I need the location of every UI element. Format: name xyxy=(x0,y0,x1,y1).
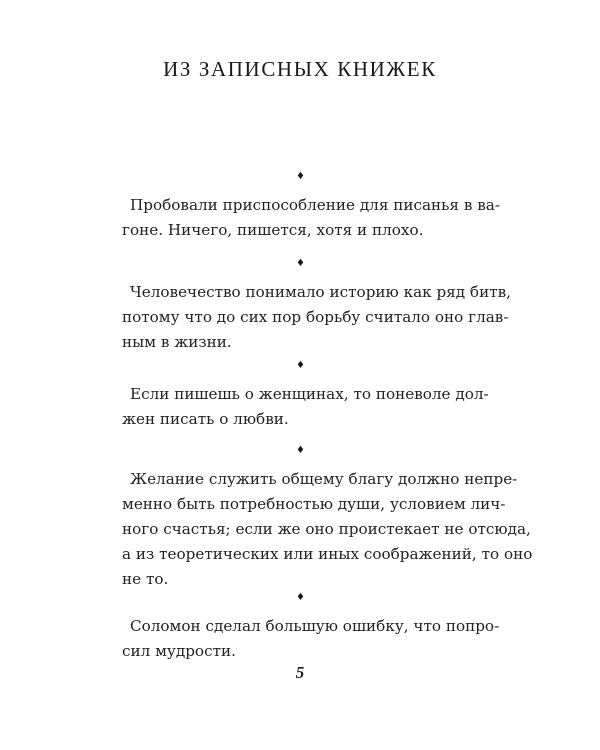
text-line: ного счастья; если же оно проистекает не отсюда, xyxy=(122,520,531,538)
text-line: гоне. Ничего, пишется, хотя и плохо. xyxy=(122,221,424,239)
note-entry xyxy=(122,171,500,243)
diamond-separator-icon: ♦ xyxy=(296,360,305,371)
note-text xyxy=(122,280,511,355)
text-line: потому что до сих пор борьбу считало оно глав- xyxy=(122,308,509,326)
text-line: Человечество понимало историю как ряд битв, xyxy=(130,283,511,301)
note-text xyxy=(122,614,500,664)
note-text xyxy=(122,193,500,243)
note-text xyxy=(122,382,489,432)
note-text xyxy=(122,467,533,592)
page-number: 5 xyxy=(295,663,305,682)
note-entry xyxy=(122,258,511,355)
text-line: Пробовали приспособление для писанья в ва- xyxy=(130,196,500,214)
text-line: Желание служить общему благу должно непре- xyxy=(130,470,518,488)
diamond-separator-icon: ♦ xyxy=(296,258,305,269)
diamond-separator-icon: ♦ xyxy=(296,445,305,456)
text-line: сил мудрости. xyxy=(122,642,236,660)
text-line: жен писать о любви. xyxy=(122,410,289,428)
text-line: не то. xyxy=(122,570,169,588)
diamond-separator-icon: ♦ xyxy=(296,171,305,182)
diamond-separator-icon: ♦ xyxy=(296,592,305,603)
text-line: менно быть потребностью души, условием лич- xyxy=(122,495,506,513)
note-entry xyxy=(122,360,489,432)
note-entry xyxy=(122,445,533,592)
text-line: а из теоретических или иных соображений, то оно xyxy=(122,545,533,563)
text-line: Соломон сделал большую ошибку, что попро- xyxy=(130,617,500,635)
text-line: ным в жизни. xyxy=(122,333,232,351)
text-line: Если пишешь о женщинах, то поневоле дол- xyxy=(130,385,489,403)
note-entry xyxy=(122,592,500,664)
page-title: ИЗ ЗАПИСНЫХ КНИЖЕК xyxy=(163,57,437,81)
